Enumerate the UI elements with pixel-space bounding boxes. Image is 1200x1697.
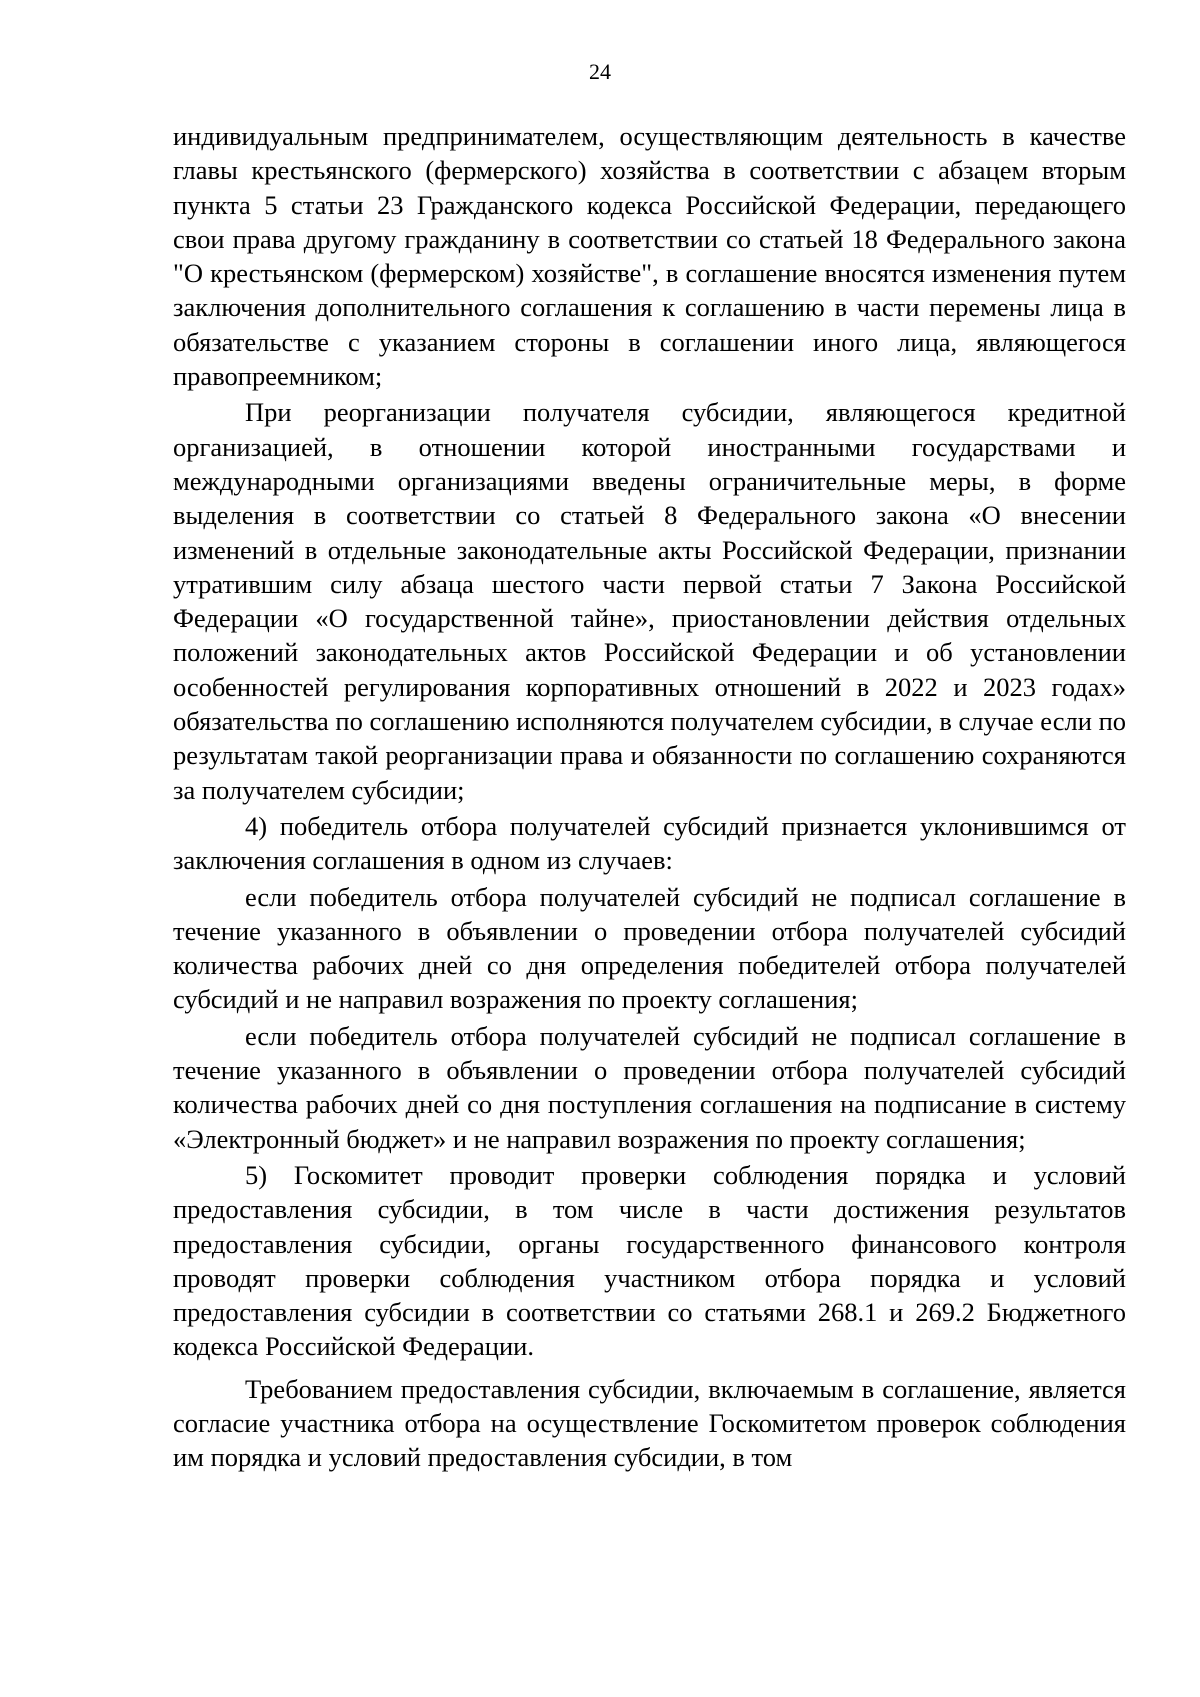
- document-body: [173, 119, 1126, 1475]
- paragraph-case-2: если победитель отбора получателей субсидий не подписал соглашение в течение указанного в объявлении о проведении отбора получателей субсидий количества рабочих дней со дня поступления соглашения на подписание в систему «Электронный бюджет» и не направил возражения по проекту соглашения;: [173, 1020, 1126, 1154]
- page-number: 24: [589, 59, 611, 84]
- paragraph-continuation: индивидуальным предпринимателем, осуществляющим деятельность в качестве главы крестьянского (фермерского) хозяйства в соответствии с абзацем вторым пункта 5 статьи 23 Гражданского кодекса Российской Федерации, передающего свои права другому гражданину в соответствии со статьей 18 Федерального закона "О крестьянском (фермерском) хозяйстве", в соглашение вносятся изменения путем заключения дополнительного соглашения к соглашению в части перемены лица в обязательстве с указанием стороны в соглашении иного лица, являющегося правопреемником;: [173, 121, 1126, 392]
- paragraph-requirement: Требованием предоставления субсидии, включаемым в соглашение, является согласие участника отбора на осуществление Госкомитетом проверок соблюдения им порядка и условий предоставления субсидии, в том: [173, 1373, 1126, 1473]
- paragraph-reorganization: При реорганизации получателя субсидии, являющегося кредитной организацией, в отношении которой иностранными государствами и международными организациями введены ограничительные меры, в форме выделения в соответствии со статьей 8 Федерального закона «О внесении изменений в отдельные законодательные акты Российской Федерации, признании утратившим силу абзаца шестого части первой статьи 7 Закона Российской Федерации «О государственной тайне», приостановлении действия отдельных положений законодательных актов Российской Федерации и об установлении особенностей регулирования корпоративных отношений в 2022 и 2023 годах» обязательства по соглашению исполняются получателем субсидии, в случае если по результатам такой реорганизации права и обязанности по соглашению сохраняются за получателем субсидии;: [173, 397, 1126, 805]
- paragraph-item-4: 4) победитель отбора получателей субсидий признается уклонившимся от заключения соглашения в одном из случаев:: [173, 810, 1126, 876]
- paragraph-case-1: если победитель отбора получателей субсидий не подписал соглашение в течение указанного в объявлении о проведении отбора получателей субсидий количества рабочих дней со дня определения победителей отбора получателей субсидий и не направил возражения по проекту соглашения;: [173, 881, 1126, 1015]
- paragraph-item-5: 5) Госкомитет проводит проверки соблюдения порядка и условий предоставления субсидии, в том числе в части достижения результатов предоставления субсидии, органы государственного финансового контроля проводят проверки соблюдения участником отбора порядка и условий предоставления субсидии в соответствии со статьями 268.1 и 269.2 Бюджетного кодекса Российской Федерации.: [173, 1159, 1126, 1362]
